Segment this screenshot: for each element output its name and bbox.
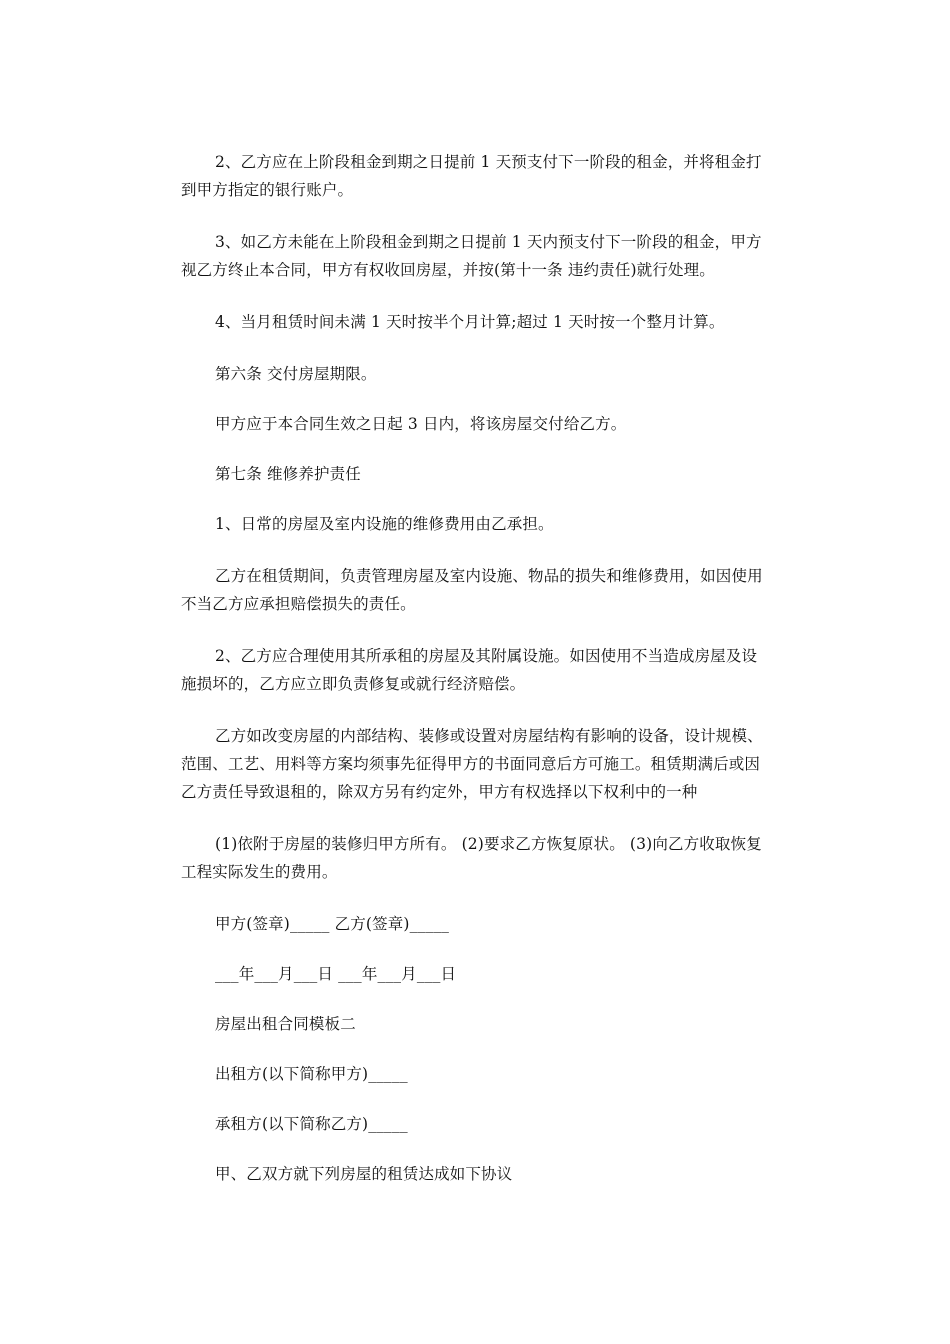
paragraph-rent-prepayment: 2、乙方应在上阶段租金到期之日提前 1 天预支付下一阶段的租金，并将租金打到甲方指定的银行账户。 bbox=[181, 153, 762, 199]
paragraph-partial-month: 4、当月租赁时间未满 1 天时按半个月计算;超过 1 天时按一个整月计算。 bbox=[215, 313, 725, 331]
document-body bbox=[181, 148, 771, 1210]
paragraph-renovation: 乙方如改变房屋的内部结构、装修或设置对房屋结构有影响的设备，设计规模、范围、工艺、用料等方案均须事先征得甲方的书面同意后方可施工。租赁期满后或因乙方责任导致退租的，除双方另有约定外，甲方有权选择以下权利中的一种 bbox=[181, 727, 763, 801]
paragraph-daily-repair: 1、日常的房屋及室内设施的维修费用由乙承担。 bbox=[215, 515, 554, 533]
paragraph-delivery-term: 甲方应于本合同生效之日起 3 日内，将该房屋交付给乙方。 bbox=[215, 415, 627, 433]
signature-line: 甲方(签章)_____ 乙方(签章)_____ bbox=[215, 915, 450, 933]
paragraph-late-payment: 3、如乙方未能在上阶段租金到期之日提前 1 天内预支付下一阶段的租金，甲方视乙方终止本合同，甲方有权收回房屋，并按(第十一条 违约责任)就行处理。 bbox=[181, 233, 762, 279]
paragraph-reasonable-use: 2、乙方应合理使用其所承租的房屋及其附属设施。如因使用不当造成房屋及设施损坏的，乙方应立即负责修复或就行经济赔偿。 bbox=[181, 647, 758, 693]
paragraph-tenant-liability: 乙方在租赁期间，负责管理房屋及室内设施、物品的损失和维修费用，如因使用不当乙方应承担赔偿损失的责任。 bbox=[181, 567, 763, 613]
paragraph-options: (1)依附于房屋的装修归甲方所有。 (2)要求乙方恢复原状。 (3)向乙方收取恢复工程实际发生的费用。 bbox=[181, 835, 762, 881]
date-line: ___年___月___日 ___年___月___日 bbox=[215, 965, 457, 983]
article-7-heading: 第七条 维修养护责任 bbox=[215, 465, 361, 483]
lessee-line: 承租方(以下简称乙方)_____ bbox=[215, 1115, 408, 1133]
lessor-line: 出租方(以下简称甲方)_____ bbox=[215, 1065, 408, 1083]
agreement-intro: 甲、乙双方就下列房屋的租赁达成如下协议 bbox=[215, 1165, 513, 1183]
template-two-title: 房屋出租合同模板二 bbox=[215, 1015, 356, 1033]
article-6-heading: 第六条 交付房屋期限。 bbox=[215, 365, 377, 383]
